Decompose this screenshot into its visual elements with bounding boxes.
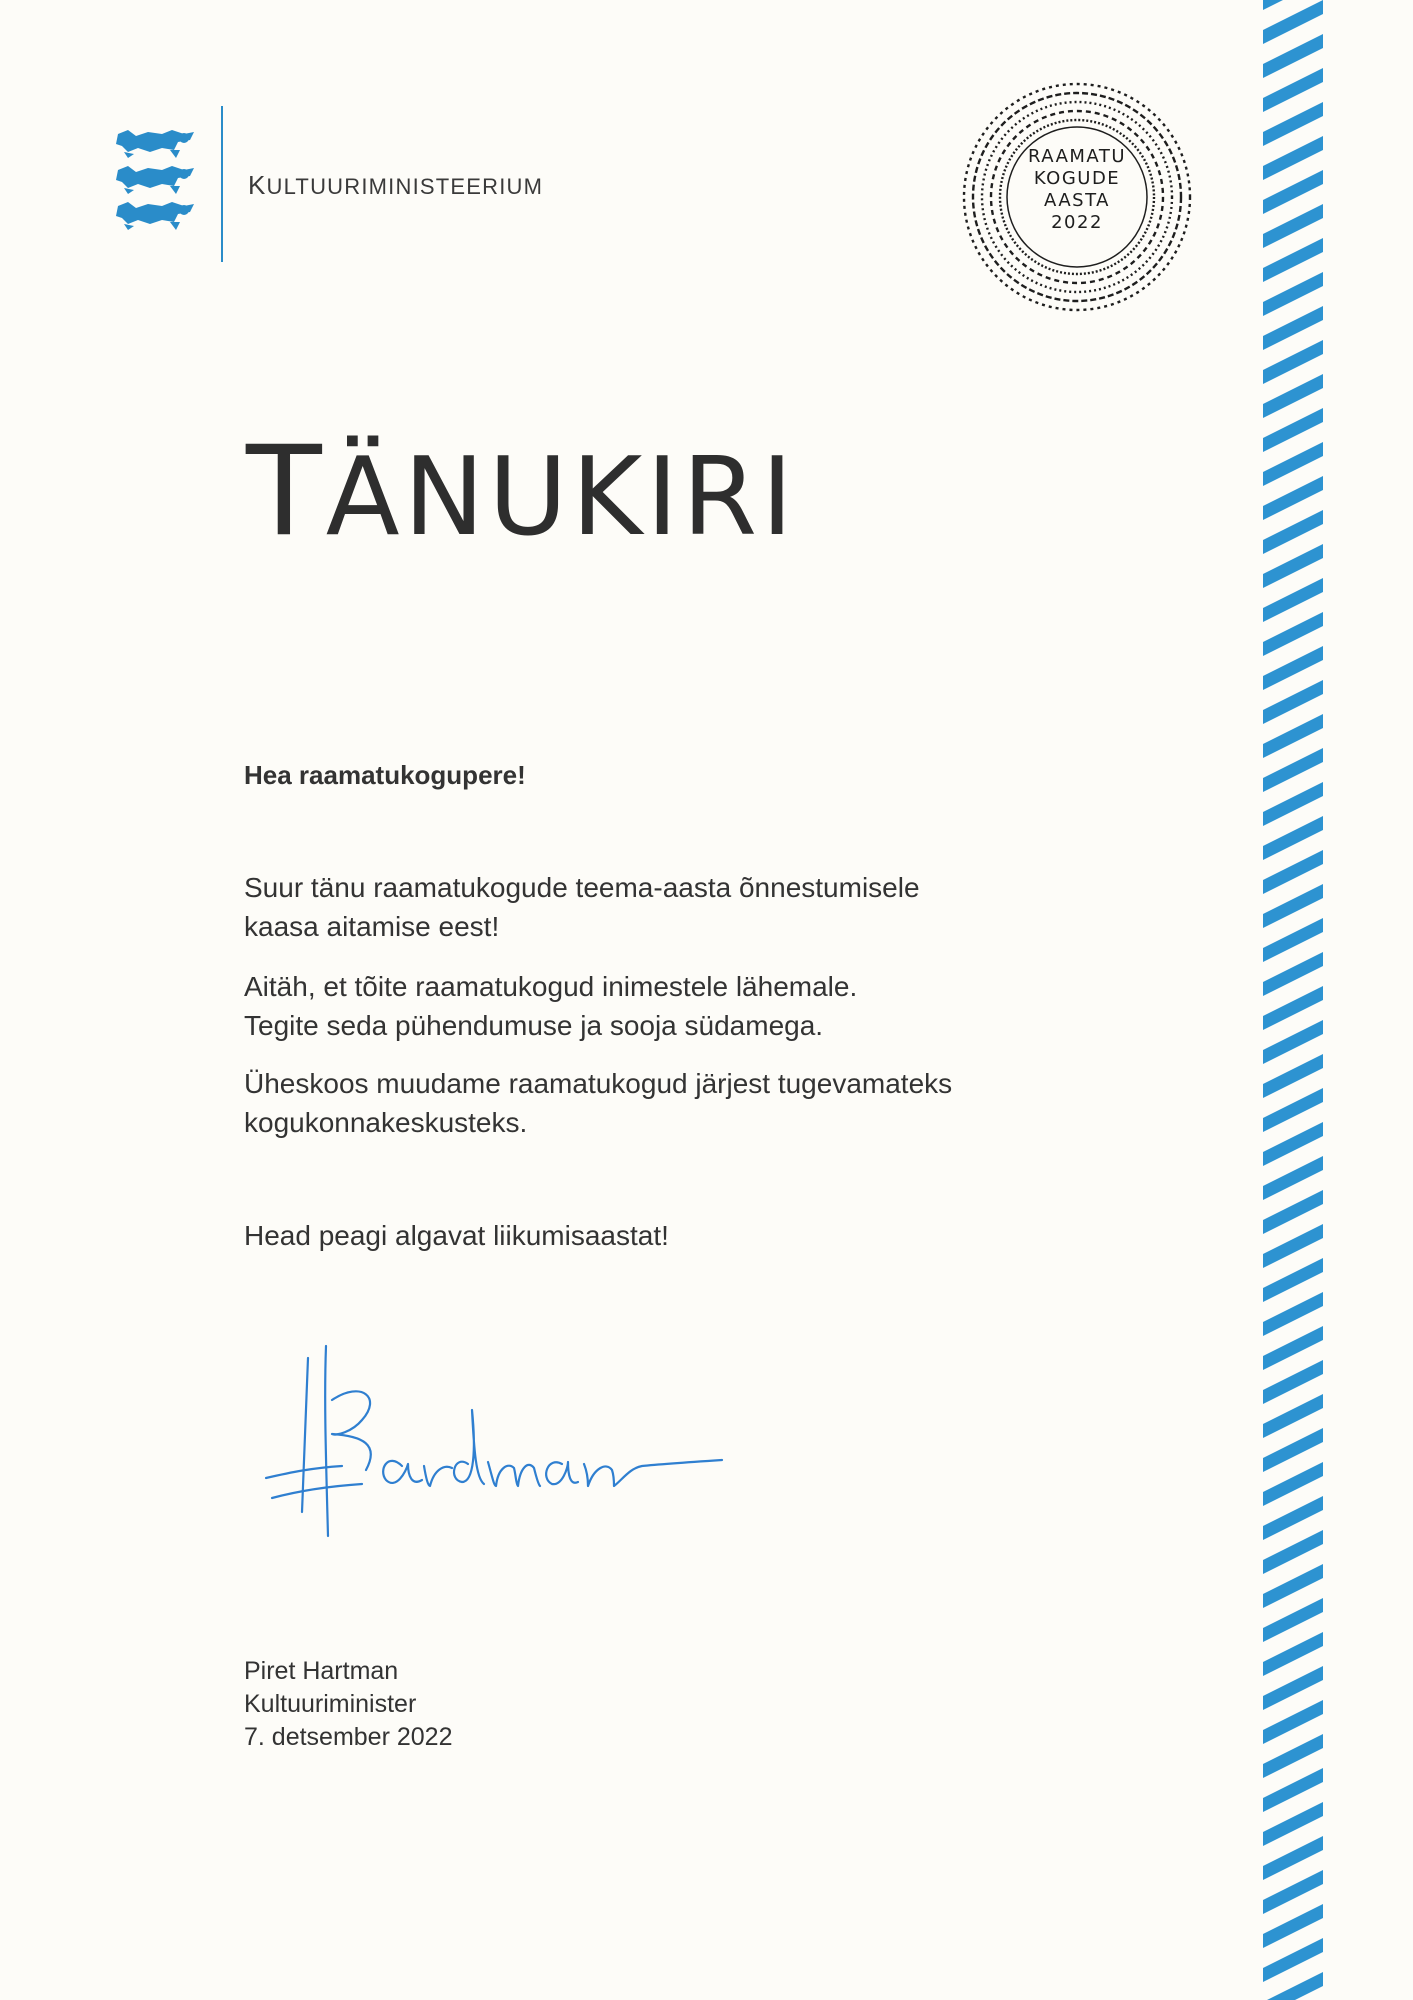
estonian-coat-of-arms-icon bbox=[114, 128, 198, 236]
greeting: Hea raamatukogupere! bbox=[244, 760, 526, 790]
page-title bbox=[246, 420, 797, 564]
badge-line: 2022 bbox=[1051, 212, 1103, 233]
badge-line: AASTA bbox=[1044, 190, 1110, 211]
ministry-name bbox=[248, 170, 543, 201]
badge-line: RAAMATU bbox=[1027, 146, 1127, 167]
signer-name: Piret Hartman bbox=[244, 1657, 399, 1685]
decorative-stripe bbox=[1263, 0, 1323, 2000]
body-paragraph: Aitäh, et tõite raamatukogud inimestele lähemale. Tegite seda pühendumuse ja sooja südamega. bbox=[244, 971, 858, 1041]
signed-date: 7. detsember 2022 bbox=[244, 1723, 453, 1751]
signer-block bbox=[244, 1655, 452, 1754]
badge-line: KOGUDE bbox=[1033, 168, 1121, 189]
closing-line: Head peagi algavat liikumisaastat! bbox=[244, 1220, 669, 1251]
page-title-initial: T bbox=[246, 420, 326, 564]
body-paragraph: Suur tänu raamatukogude teema-aasta õnnestumisele kaasa aitamise eest! bbox=[244, 872, 920, 942]
page-title-rest: ÄNUKIRI bbox=[325, 435, 798, 560]
header-divider bbox=[221, 106, 223, 262]
handwritten-signature bbox=[262, 1340, 732, 1550]
ministry-name-rest: ULTUURIMINISTEERIUM bbox=[266, 174, 544, 199]
badge-text bbox=[1000, 146, 1154, 234]
body-paragraph: Üheskoos muudame raamatukogud järjest tugevamateks kogukonnakeskusteks. bbox=[244, 1068, 953, 1138]
ministry-name-initial: K bbox=[248, 170, 267, 200]
signer-position: Kultuuriminister bbox=[244, 1690, 417, 1718]
